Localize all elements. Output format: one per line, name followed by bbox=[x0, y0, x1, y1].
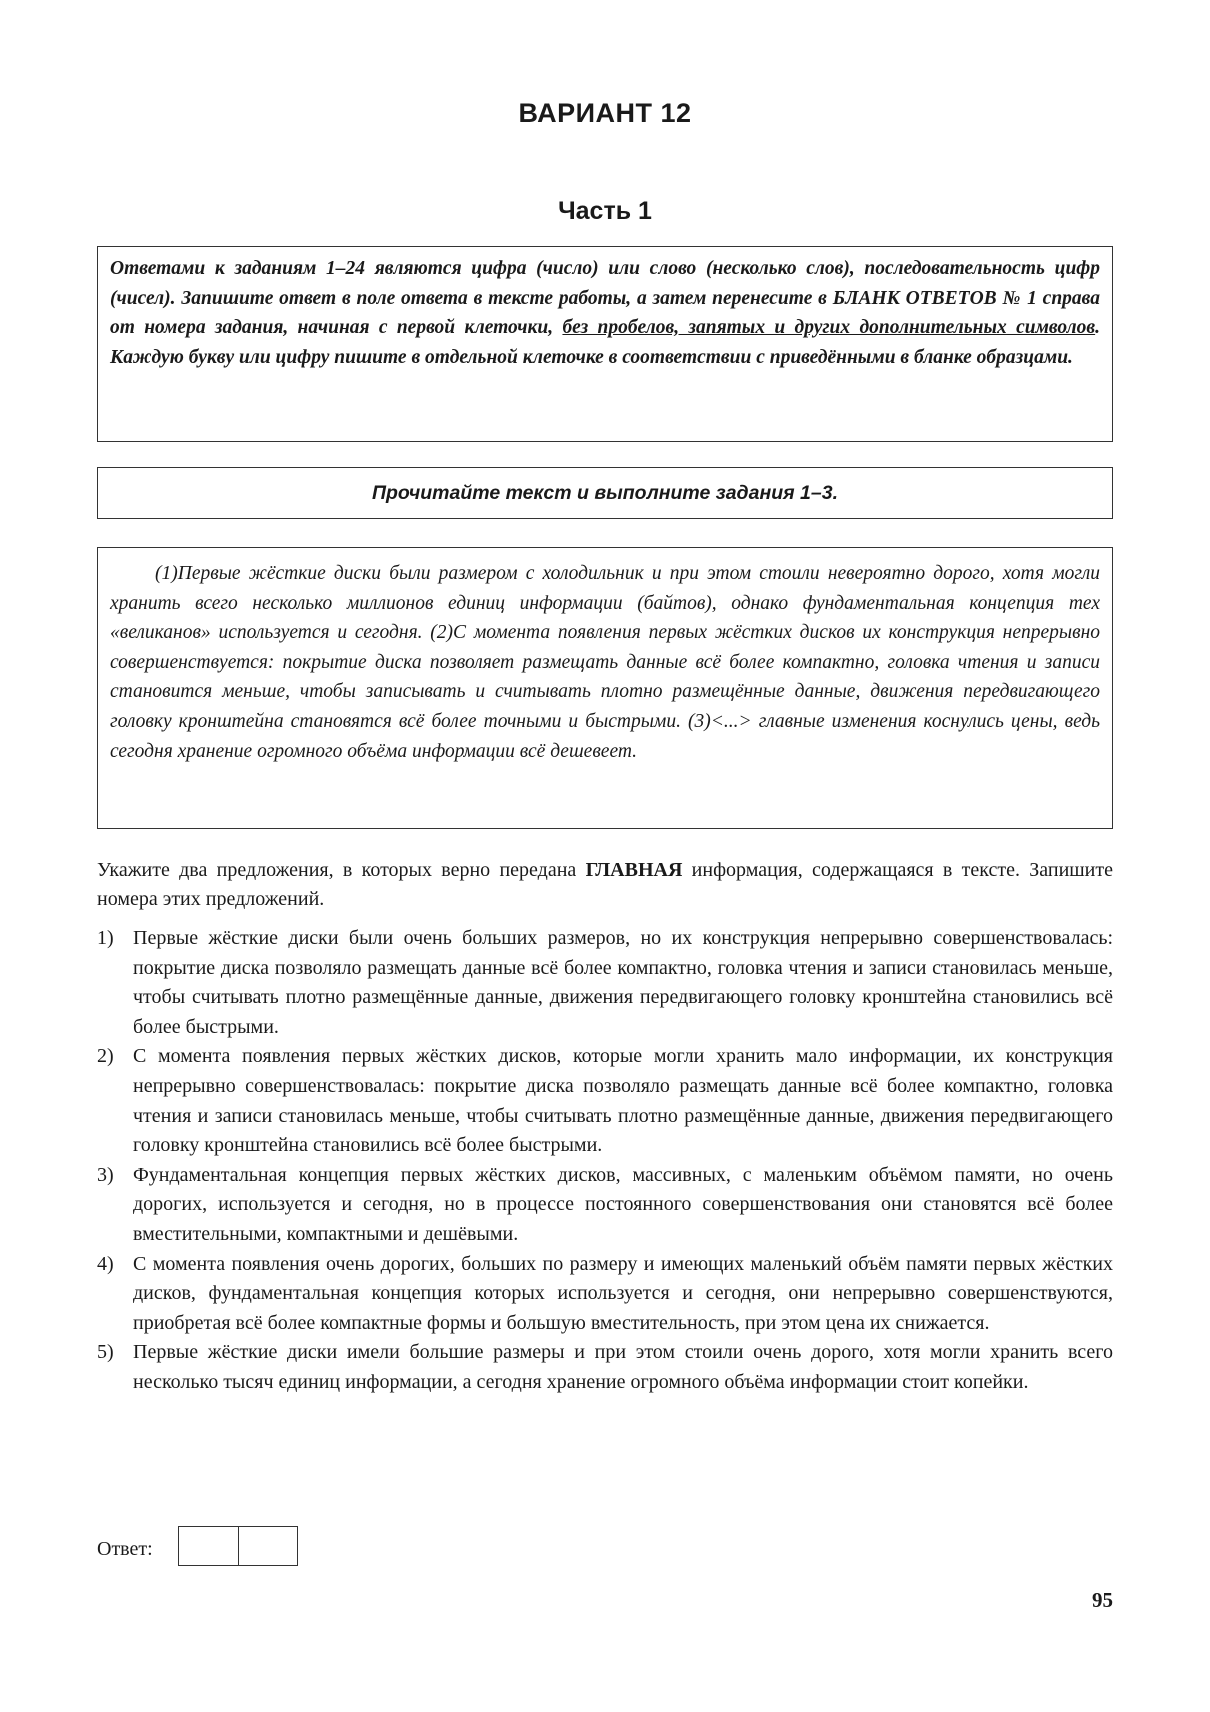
instructions-text-end: . Каждую букву или цифру пишите в отдельной клеточке в соответствии с приведёнными в бланке образцами. bbox=[110, 317, 1100, 368]
question-text-end: информация, содержащаяся в тексте. Запишите номера этих предложений. bbox=[97, 859, 1113, 910]
instructions-text-start: Ответами к заданиям 1–24 являются цифра (число) или слово (несколько слов), последовательность цифр (чисел). Запишите ответ в поле ответа в тексте работы, а затем перенесите в БЛАНК ОТВЕТОВ № 1 справа от номера задания, начиная с первой клеточки, bbox=[110, 258, 1100, 338]
answer-cell-1[interactable] bbox=[179, 1527, 238, 1565]
variant-title: ВАРИАНТ 12 bbox=[518, 98, 692, 128]
answer-option bbox=[97, 1161, 1113, 1250]
answer-cell-2[interactable] bbox=[238, 1527, 298, 1565]
option-text: Первые жёсткие диски имели большие размеры и при этом стоили очень дорого, хотя могли хранить всего несколько тысяч единиц информации, а сегодня хранение огромного объёма информации стоит копейки. bbox=[133, 1341, 1113, 1393]
answer-option bbox=[97, 1250, 1113, 1339]
option-text: С момента появления очень дорогих, больших по размеру и имеющих маленький объём памяти первых жёстких дисков, фундаментальная концепция которых используется и сегодня, они непрерывно совершенствуются, приобретая всё более компактные формы и большую вместительность, при этом цена их снижается. bbox=[133, 1252, 1113, 1334]
instructions-underlined-text: без пробелов, запятых и других дополнительных символов bbox=[562, 317, 1096, 338]
question-bold-word: ГЛАВНАЯ bbox=[585, 859, 683, 881]
answer-box[interactable] bbox=[178, 1526, 298, 1566]
instructions-box bbox=[97, 246, 1113, 442]
task-header: Прочитайте текст и выполните задания 1–3. bbox=[97, 467, 1113, 519]
page-number: 95 bbox=[1092, 1588, 1113, 1612]
option-text: С момента появления первых жёстких дисков, которые могли хранить мало информации, их конструкция непрерывно совершенствовалась: покрытие диска позволяло размещать данные всё более компактно, головка чтения и записи становилась меньше, чтобы считывать плотно размещённые данные, движения передвигающего головку кронштейна становились всё более быстрыми. bbox=[133, 1045, 1113, 1157]
answer-option bbox=[97, 1338, 1113, 1397]
option-number: 2) bbox=[97, 1045, 114, 1068]
answer-label: Ответ: bbox=[97, 1538, 153, 1560]
reading-passage: (1)Первые жёсткие диски были размером с холодильник и при этом стоили невероятно дорого, хотя могли хранить всего несколько миллионов единиц информации (байтов), однако фундаментальная концепция тех «великанов» используется и сегодня. (2)С момента появления первых жёстких дисков их конструкция непрерывно совершенствуется: покрытие диска позволяет размещать данные всё более компактно, головка чтения и записи становится меньше, чтобы записывать и считывать плотно размещённые данные, движения передвигающего головку кронштейна становятся всё более точными и быстрыми. (3)<...> главные изменения коснулись цены, ведь сегодня хранение огромного объёма информации всё дешевеет. bbox=[97, 547, 1113, 829]
option-number: 4) bbox=[97, 1252, 114, 1275]
part-title: Часть 1 bbox=[558, 197, 652, 225]
answer-option bbox=[97, 1042, 1113, 1160]
option-text: Первые жёсткие диски были очень больших размеров, но их конструкция непрерывно совершенствовалась: покрытие диска позволяло размещать данные всё более компактно, головка чтения и записи становилась меньше, чтобы считывать плотно размещённые данные, движения передвигающего головку кронштейна становились всё более быстрыми. bbox=[133, 927, 1113, 1038]
question-prompt bbox=[97, 856, 1113, 914]
option-text: Фундаментальная концепция первых жёстких дисков, массивных, с маленьким объёмом памяти, но очень дорогих, используется и сегодня, но в процессе постоянного совершенствования они становятся всё более вместительными, компактными и дешёвыми. bbox=[133, 1163, 1113, 1245]
question-text-start: Укажите два предложения, в которых верно передана bbox=[97, 859, 586, 881]
answer-option bbox=[97, 924, 1113, 1042]
option-number: 1) bbox=[97, 927, 114, 949]
answer-options-list bbox=[97, 924, 1113, 1398]
option-number: 5) bbox=[97, 1341, 114, 1364]
option-number: 3) bbox=[97, 1163, 114, 1186]
